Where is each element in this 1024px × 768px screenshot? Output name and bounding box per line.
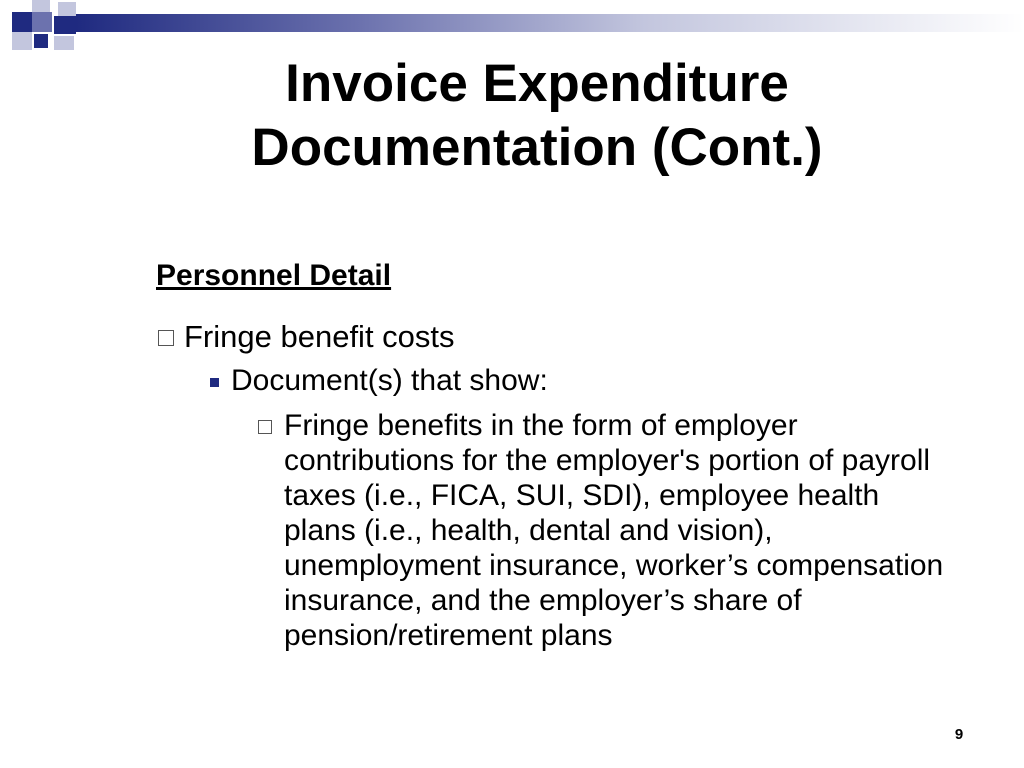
deco-square-light: [32, 0, 50, 12]
section-heading: Personnel Detail: [156, 259, 392, 292]
deco-square-mid: [32, 12, 52, 32]
bullet-level-2: [210, 362, 548, 400]
hollow-square-bullet-icon: [258, 420, 272, 434]
decorative-header-squares: [0, 0, 1024, 60]
deco-square-light: [12, 32, 32, 50]
bullet-level-3: [258, 408, 958, 653]
header-gradient-bar: [76, 14, 1024, 32]
bullet-level-1: [158, 318, 455, 356]
bullet-level-3-text: Fringe benefits in the form of employer contributions for the employer's portion of payroll taxes (i.e., FICA, SUI, SDI), employee health plans (i.e., health, dental and vision), unemployment insurance, worker’s compensation insurance, and the employer’s share of pension/retirement plans: [284, 409, 944, 652]
deco-square-navy: [12, 12, 32, 32]
slide-title-line-2: Documentation (Cont.): [251, 118, 823, 177]
page-number: 9: [954, 726, 964, 743]
deco-square-light: [58, 2, 76, 16]
slide-title: [0, 52, 1024, 180]
deco-square-navy: [54, 16, 76, 34]
bullet-level-1-text: Fringe benefit costs: [184, 319, 455, 354]
deco-square-navy: [34, 34, 48, 48]
filled-square-bullet-icon: [210, 378, 219, 387]
bullet-level-2-text: Document(s) that show:: [231, 364, 548, 397]
deco-square-light: [54, 36, 74, 50]
hollow-square-bullet-icon: [158, 330, 174, 346]
slide-title-line-1: Invoice Expenditure: [285, 54, 789, 113]
